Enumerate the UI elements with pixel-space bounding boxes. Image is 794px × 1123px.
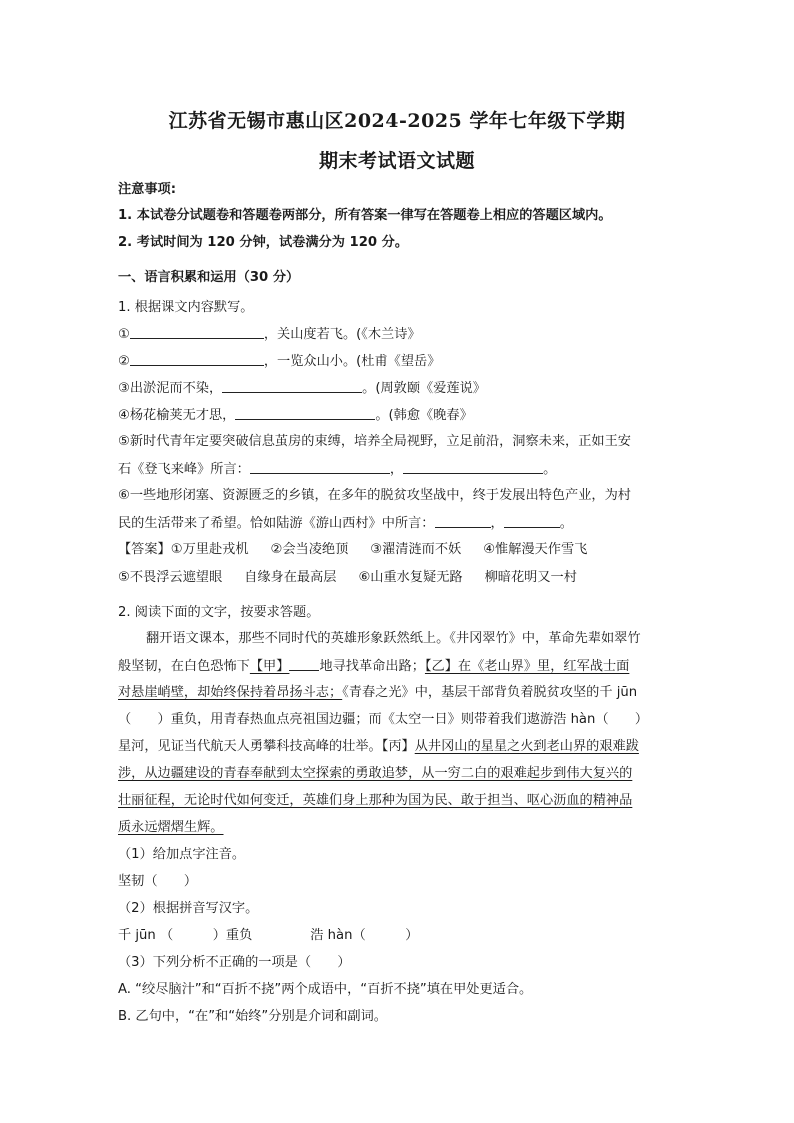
answer-blank xyxy=(250,459,390,474)
q2-passage-line-7: 壮丽征程，无论时代如何变迁，英雄们身上那种为国为民、敢于担当、呕心沥血的精神品 xyxy=(118,793,633,808)
q1-line-5b-mid: ， xyxy=(389,462,404,477)
notice-item-2: 2. 考试时间为 120 分钟，试卷满分为 120 分。 xyxy=(118,235,409,250)
q1-line-6b-pre: 民的生活带来了希望。恰如陆游《游山西村》中所言： xyxy=(118,516,435,531)
answer-blank xyxy=(504,513,560,528)
q2-sub-3: （3）下列分析不正确的一项是（ ） xyxy=(118,955,351,970)
q2-passage-line-8: 质永远熠熠生辉。 xyxy=(118,820,224,835)
passage-pre: 星河，见证当代航天人勇攀科技高峰的壮举。 xyxy=(118,739,382,754)
q2-sub-1: （1）给加点字注音。 xyxy=(118,847,246,862)
q2-sub-2: （2）根据拼音写汉字。 xyxy=(118,901,259,916)
q2-passage-line-2 xyxy=(118,656,629,677)
answer-e: ⑤不畏浮云遮望眼 xyxy=(118,570,223,585)
answer-d: ④惟解漫天作雪飞 xyxy=(483,542,588,557)
answer-blank xyxy=(403,459,543,474)
answer-blank xyxy=(130,351,264,366)
q1-line-6b xyxy=(118,513,573,534)
q2-sub-1-item: 坚韧（ ） xyxy=(118,874,198,889)
q1-line-2-text: ，一览众山小。(杜甫《望岳》 xyxy=(263,354,441,369)
q2-sub-2-items xyxy=(118,926,418,946)
q2-passage-line-4: （ ）重负，用青春热血点亮祖国边疆；而《太空一日》则带着我们遨游浩 hàn（ ） xyxy=(118,712,649,727)
q1-line-5b-pre: 石《登飞来峰》所言： xyxy=(118,462,250,477)
q2-passage-line-1: 翻开语文课本，那些不同时代的英雄形象跃然纸上。《井冈翠竹》中，革命先辈如翠竹 xyxy=(146,631,641,646)
answer-a: 【答案】①万里赴戎机 xyxy=(118,542,249,557)
q1-line-3 xyxy=(118,378,486,399)
answer-c: ③濯清涟而不妖 xyxy=(370,542,462,557)
q1-line-2-num: ② xyxy=(118,354,130,369)
q1-line-6b-mid: ， xyxy=(490,516,504,531)
pinyin-item-a: 千 jūn （ ）重负 xyxy=(118,928,253,943)
exam-title-line1: 江苏省无锡市惠山区2024-2025 学年七年级下学期 xyxy=(168,110,626,132)
marker-jia: 【甲】 xyxy=(249,659,290,674)
q1-line-4-pre: ④杨花榆荚无才思， xyxy=(118,408,236,423)
q2-stem: 2. 阅读下面的文字，按要求答题。 xyxy=(118,605,320,620)
answer-f: 自缘身在最高层 xyxy=(244,570,337,585)
answer-blank xyxy=(435,513,491,528)
answer-g: ⑥山重水复疑无路 xyxy=(358,570,463,585)
answer-blank xyxy=(235,405,375,420)
pinyin-item-b: 浩 hàn（ ） xyxy=(310,928,419,943)
answer-blank xyxy=(289,656,319,671)
q1-answer-line-2 xyxy=(118,568,577,588)
q1-line-5b-end: 。 xyxy=(543,462,557,477)
q1-answer-line-1 xyxy=(118,540,587,560)
answer-blank xyxy=(222,378,362,393)
option-b: B. 乙句中，“在”和“始终”分别是介词和副词。 xyxy=(118,1009,387,1024)
q1-stem: 1. 根据课文内容默写。 xyxy=(118,300,254,315)
q2-passage-line-5 xyxy=(118,737,639,757)
q1-line-5b xyxy=(118,459,556,480)
marker-yi-sentence: 【乙】在《老山界》里，红军战士面 xyxy=(424,659,630,674)
q1-line-3-text: 。(周敦颐《爱莲说》 xyxy=(362,381,486,396)
section-heading: 一、语言积累和运用（30 分） xyxy=(118,270,300,285)
bing-sentence: 从井冈山的星星之火到老山界的艰难跋 xyxy=(414,739,639,754)
yi-sentence-end: 对悬崖峭壁，却始终保持着昂扬斗志； xyxy=(118,685,343,700)
q1-line-4-text: 。(韩愈《晚春》 xyxy=(375,408,473,423)
q1-line-1-num: ① xyxy=(118,327,130,342)
q1-line-6a: ⑥一些地形闭塞、资源匮乏的乡镇，在多年的脱贫攻坚战中，终于发展出特色产业，为村 xyxy=(118,488,631,503)
answer-blank xyxy=(130,324,264,339)
notice-item-1: 1. 本试卷分试题卷和答题卷两部分，所有答案一律写在答题卷上相应的答题区域内。 xyxy=(118,208,612,223)
q1-line-4 xyxy=(118,405,473,426)
answer-b: ②会当凌绝顶 xyxy=(270,542,349,557)
q1-line-1-text: ，关山度若飞。(《木兰诗》 xyxy=(263,327,421,342)
q1-line-2 xyxy=(118,351,440,372)
passage-pre: 般坚韧，在白色恐怖下 xyxy=(118,659,250,674)
q1-line-5a: ⑤新时代青年定要突破信息茧房的束缚，培养全局视野，立足前沿，洞察未来，正如王安 xyxy=(118,434,631,449)
q1-line-1 xyxy=(118,324,421,345)
q1-line-3-pre: ③出淤泥而不染， xyxy=(118,381,223,396)
q2-passage-line-3 xyxy=(118,683,637,703)
q2-passage-line-6: 涉，从边疆建设的青春奉献到太空探索的勇敢追梦，从一穷二白的艰难起步到伟大复兴的 xyxy=(118,766,633,781)
option-a: A. “绞尽脑汁”和“百折不挠”两个成语中，“百折不挠”填在甲处更适合。 xyxy=(118,982,533,997)
exam-title-line2: 期末考试语文试题 xyxy=(318,150,475,172)
q1-line-6b-end: 。 xyxy=(559,516,573,531)
passage-rest: 《青春之光》中，基层干部背负着脱贫攻坚的千 jūn xyxy=(342,685,638,700)
notice-heading: 注意事项: xyxy=(118,182,177,197)
passage-mid: 地寻找革命出路； xyxy=(319,659,425,674)
answer-h: 柳暗花明又一村 xyxy=(484,570,577,585)
marker-bing: 【丙】 xyxy=(381,739,415,754)
